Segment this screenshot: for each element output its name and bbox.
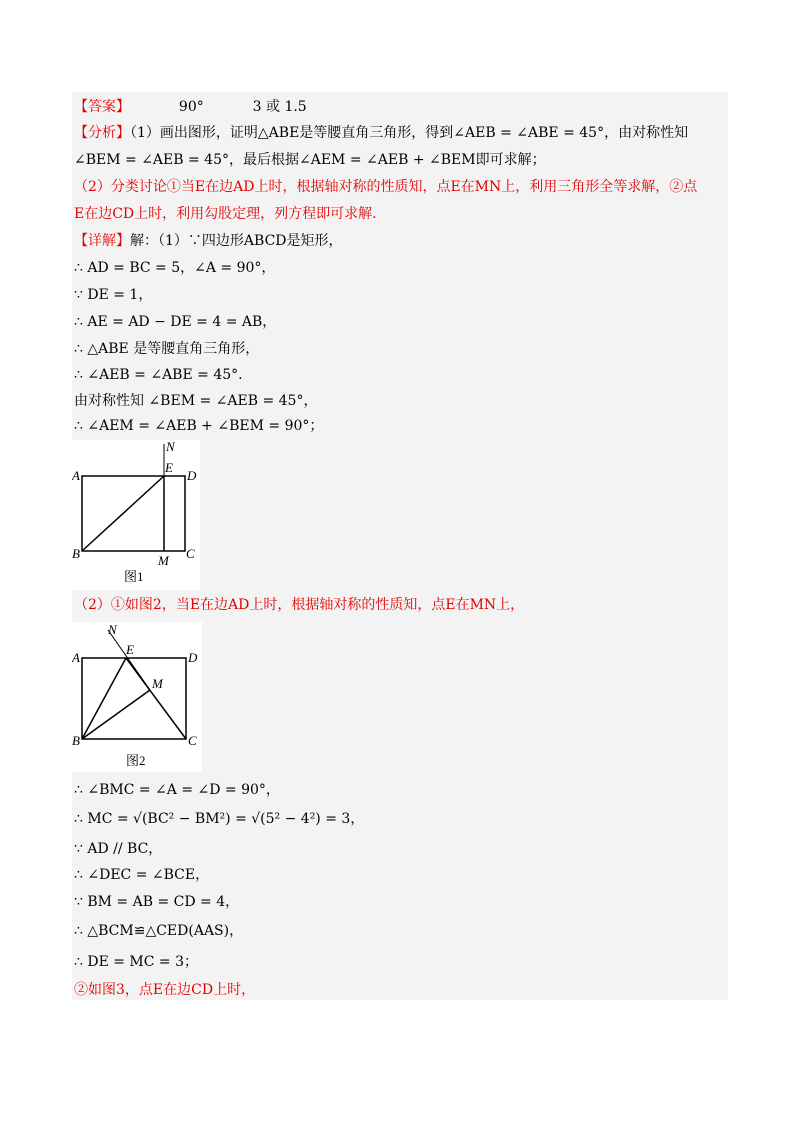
label-a: A: [72, 468, 80, 483]
label-b: B: [72, 546, 80, 561]
figure-1-caption: 图1: [124, 569, 144, 584]
detail-line-3: ∵ DE = 1，: [74, 287, 153, 303]
analysis-line-3: （2）分类讨论①当E在边AD上时，根据轴对称的性质知，点E在MN上，利用三角形全等求解，②点: [74, 179, 698, 195]
answer-label: 【答案】: [74, 99, 130, 115]
part2-deriv-4: ∴ ∠DEC = ∠BCE，: [74, 867, 210, 883]
label-m: M: [158, 553, 169, 568]
part2-line-1: （2）①如图2，当E在边AD上时，根据轴对称的性质知，点E在MN上，: [74, 597, 525, 613]
detail-line-2: ∴ AD = BC = 5，∠A = 90°，: [74, 260, 276, 276]
answer-value-1: 90°: [178, 99, 204, 115]
analysis-line-4: E在边CD上时，利用勾股定理，列方程即可求解.: [74, 206, 377, 222]
figure-2: [72, 622, 202, 772]
label-a-2: A: [72, 650, 80, 665]
part2-deriv-8: ②如图3，点E在边CD上时，: [74, 982, 256, 998]
figure-2-svg: [72, 622, 202, 772]
detail-text-0: 解：（1）∵四边形ABCD是矩形，: [130, 233, 343, 249]
detail-line-1: [74, 232, 343, 250]
detail-line-8: ∴ ∠AEM = ∠AEB + ∠BEM = 90°；: [74, 418, 324, 434]
figure-2-caption: 图2: [126, 753, 146, 768]
figure-1: [72, 440, 200, 590]
label-c-2: C: [188, 733, 197, 748]
part2-deriv-3: ∵ AD // BC，: [74, 841, 163, 857]
answer-value-2: 3 或 1.5: [252, 99, 307, 115]
detail-line-4: ∴ AE = AD − DE = 4 = AB，: [74, 314, 277, 330]
label-b-2: B: [72, 733, 80, 748]
part2-deriv-2: ∴ MC = √(BC² − BM²) = √(5² − 4²) = 3，: [74, 811, 365, 827]
analysis-text-1: （1）画出图形，证明△ABE是等腰直角三角形，得到∠AEB = ∠ABE = 45°，由对称性知: [130, 125, 689, 141]
answer-line: [74, 98, 307, 116]
detail-line-6: ∴ ∠AEB = ∠ABE = 45°.: [74, 367, 243, 383]
label-n-2: N: [108, 622, 117, 637]
label-m-2: M: [152, 676, 163, 691]
part2-deriv-7: ∴ DE = MC = 3；: [74, 954, 199, 970]
part2-deriv-5: ∵ BM = AB = CD = 4，: [74, 894, 240, 910]
label-e: E: [165, 460, 173, 475]
part2-deriv-1: ∴ ∠BMC = ∠A = ∠D = 90°，: [74, 782, 280, 798]
label-e-2: E: [126, 642, 134, 657]
label-d: D: [187, 468, 197, 483]
detail-line-5: ∴ △ABE 是等腰直角三角形，: [74, 341, 260, 357]
detail-label: 【详解】: [74, 233, 130, 249]
analysis-line-1: [74, 124, 688, 142]
detail-line-7: 由对称性知 ∠BEM = ∠AEB = 45°，: [74, 393, 318, 409]
figure-1-svg: [72, 440, 200, 590]
label-n: N: [166, 440, 175, 454]
part2-deriv-6: ∴ △BCM≌△CED(AAS)，: [74, 923, 244, 939]
label-d-2: D: [188, 650, 198, 665]
label-c: C: [186, 546, 195, 561]
analysis-line-2: ∠BEM = ∠AEB = 45°，最后根据∠AEM = ∠AEB + ∠BEM即可求解；: [74, 152, 546, 168]
analysis-label: 【分析】: [74, 125, 130, 141]
